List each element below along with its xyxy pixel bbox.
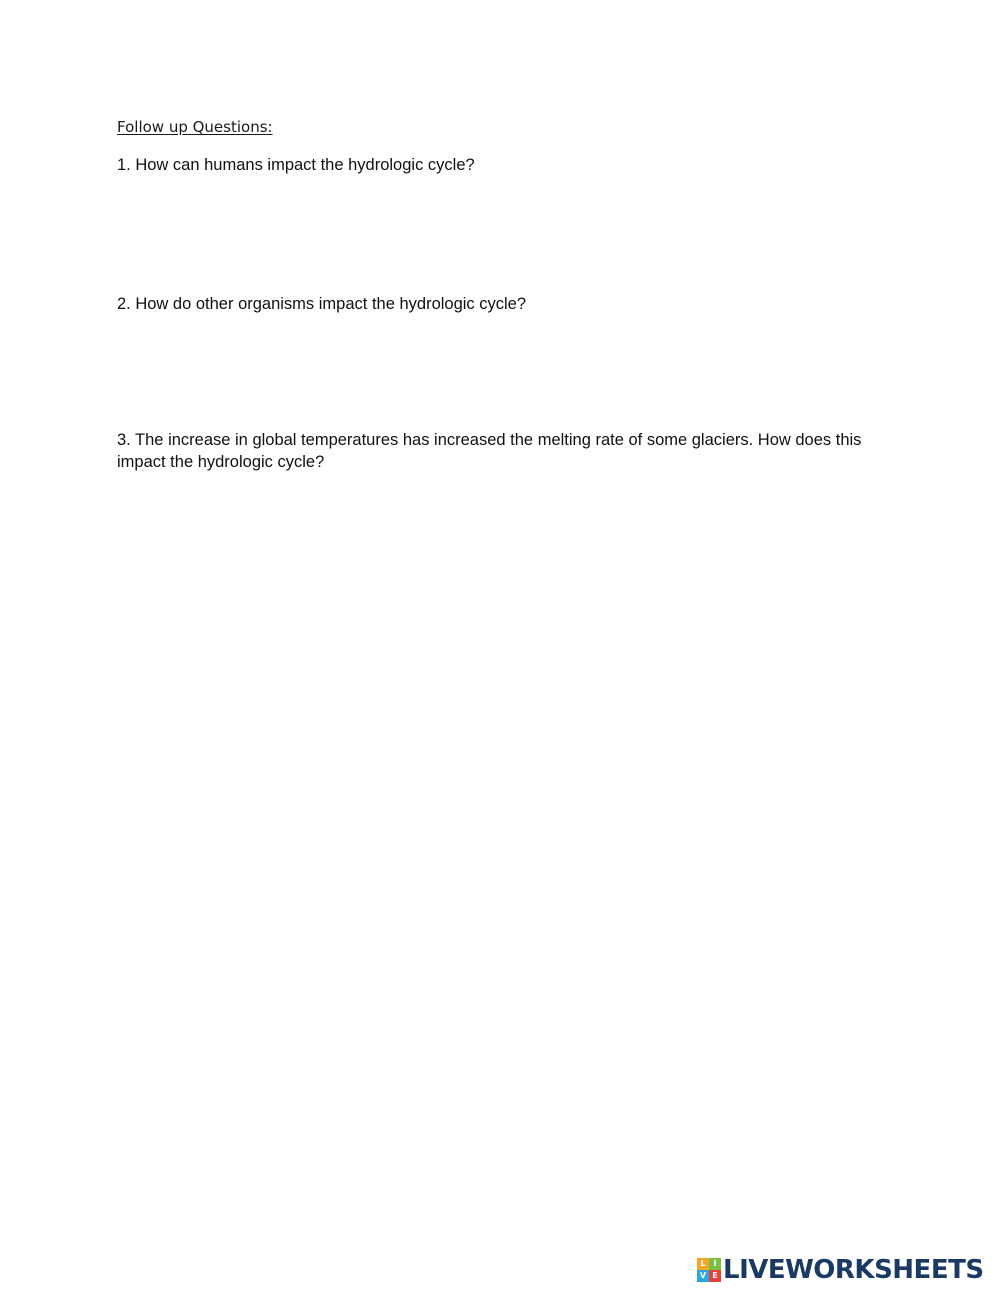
logo-letter-i: I — [709, 1258, 721, 1270]
liveworksheets-logo-icon — [697, 1258, 721, 1282]
logo-letter-e: E — [709, 1270, 721, 1282]
liveworksheets-branding — [697, 1256, 984, 1284]
question-3: 3. The increase in global temperatures has increased the melting rate of some glaciers. How does this impact the hydrologic cycle? — [117, 431, 862, 471]
brand-name: LIVEWORKSHEETS — [723, 1255, 984, 1285]
section-heading: Follow up Questions: — [117, 118, 273, 136]
logo-letter-l: L — [697, 1258, 709, 1270]
logo-letter-v: V — [697, 1270, 709, 1282]
question-1: 1. How can humans impact the hydrologic cycle? — [117, 156, 475, 174]
question-2: 2. How do other organisms impact the hydrologic cycle? — [117, 295, 527, 313]
